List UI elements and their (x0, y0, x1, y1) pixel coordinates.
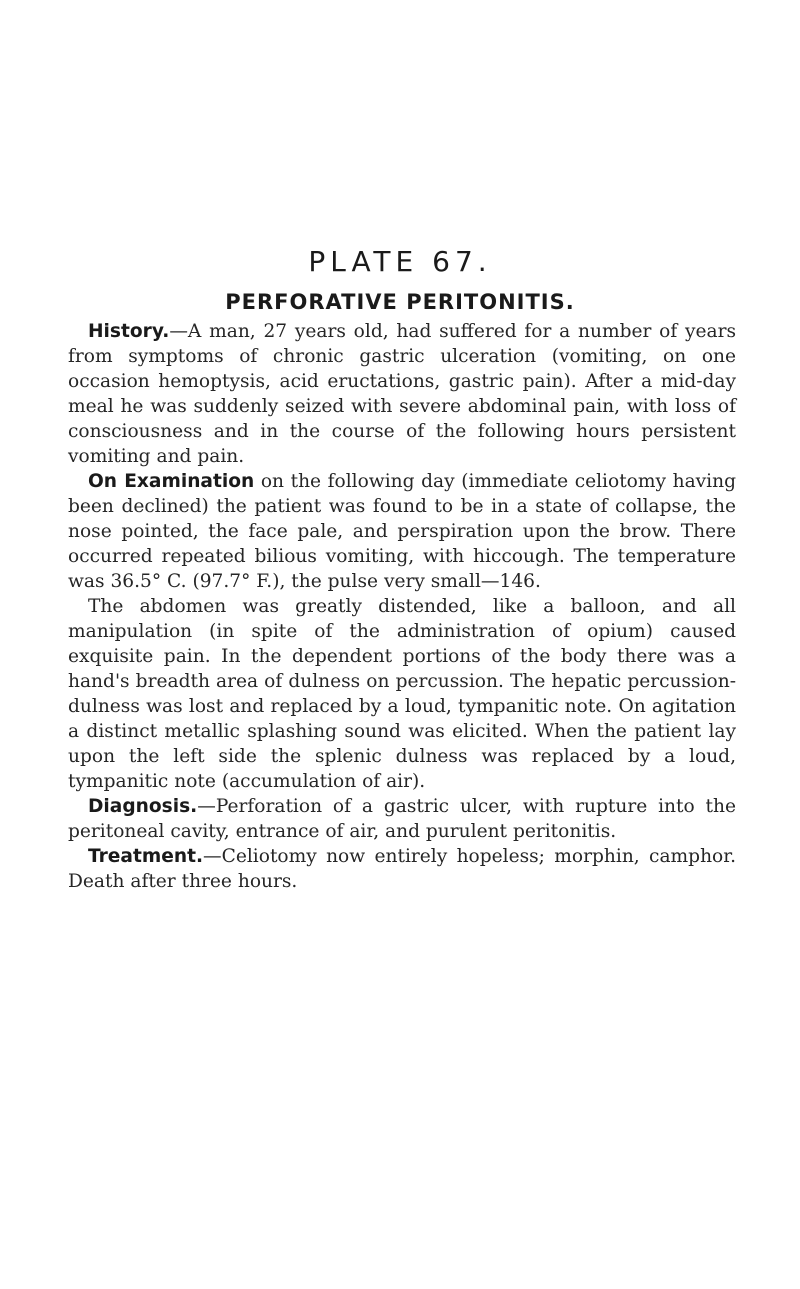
plate-title: PERFORATIVE PERITONITIS. (225, 290, 575, 314)
treatment-paragraph (68, 844, 736, 894)
examination-heading: On Examination (88, 471, 255, 492)
history-text: —A man, 27 years old, had suffered for a number of years from symptoms of chronic gastric ulceration (vomiting, on one occasion hemoptysis, acid eructations, gastric pain). After a mid-day meal he was suddenly seized with severe abdominal pain, with loss of consciousness and in the course of the following hours persistent vomiting and pain. (68, 321, 736, 467)
plate-number: PLATE 67. (308, 245, 492, 278)
treatment-text: —Celiotomy now entirely hopeless; morphin, camphor. Death after three hours. (68, 846, 736, 892)
diagnosis-heading: Diagnosis. (88, 796, 198, 817)
examination-text: on the following day (immediate celiotomy having been declined) the patient was found to be in a state of collapse, the nose pointed, the face pale, and perspiration upon the brow. There occurred repeated bilious vomiting, with hiccough. The temperature was 36.5° C. (97.7° F.), the pulse very small—146. (68, 471, 736, 592)
examination-paragraph (68, 469, 736, 594)
case-description (68, 319, 736, 894)
abdomen-text: The abdomen was greatly distended, like a balloon, and all manipulation (in spite of the administration of opium) caused exquisite pain. In the dependent portions of the body there was a hand's breadth area of dulness on percussion. The hepatic percussion-dulness was lost and replaced by a loud, tympanitic note. On agitation a distinct metallic splashing sound was elicited. When the patient lay upon the left side the splenic dulness was replaced by a loud, tympanitic note (accumulation of air). (68, 596, 736, 792)
treatment-heading: Treatment. (88, 846, 204, 867)
diagnosis-paragraph (68, 794, 736, 844)
abdomen-paragraph (68, 594, 736, 794)
diagnosis-text: —Perforation of a gastric ulcer, with rupture into the peritoneal cavity, entrance of air, and purulent peritonitis. (68, 796, 736, 842)
history-paragraph (68, 319, 736, 469)
history-heading: History. (88, 321, 170, 342)
